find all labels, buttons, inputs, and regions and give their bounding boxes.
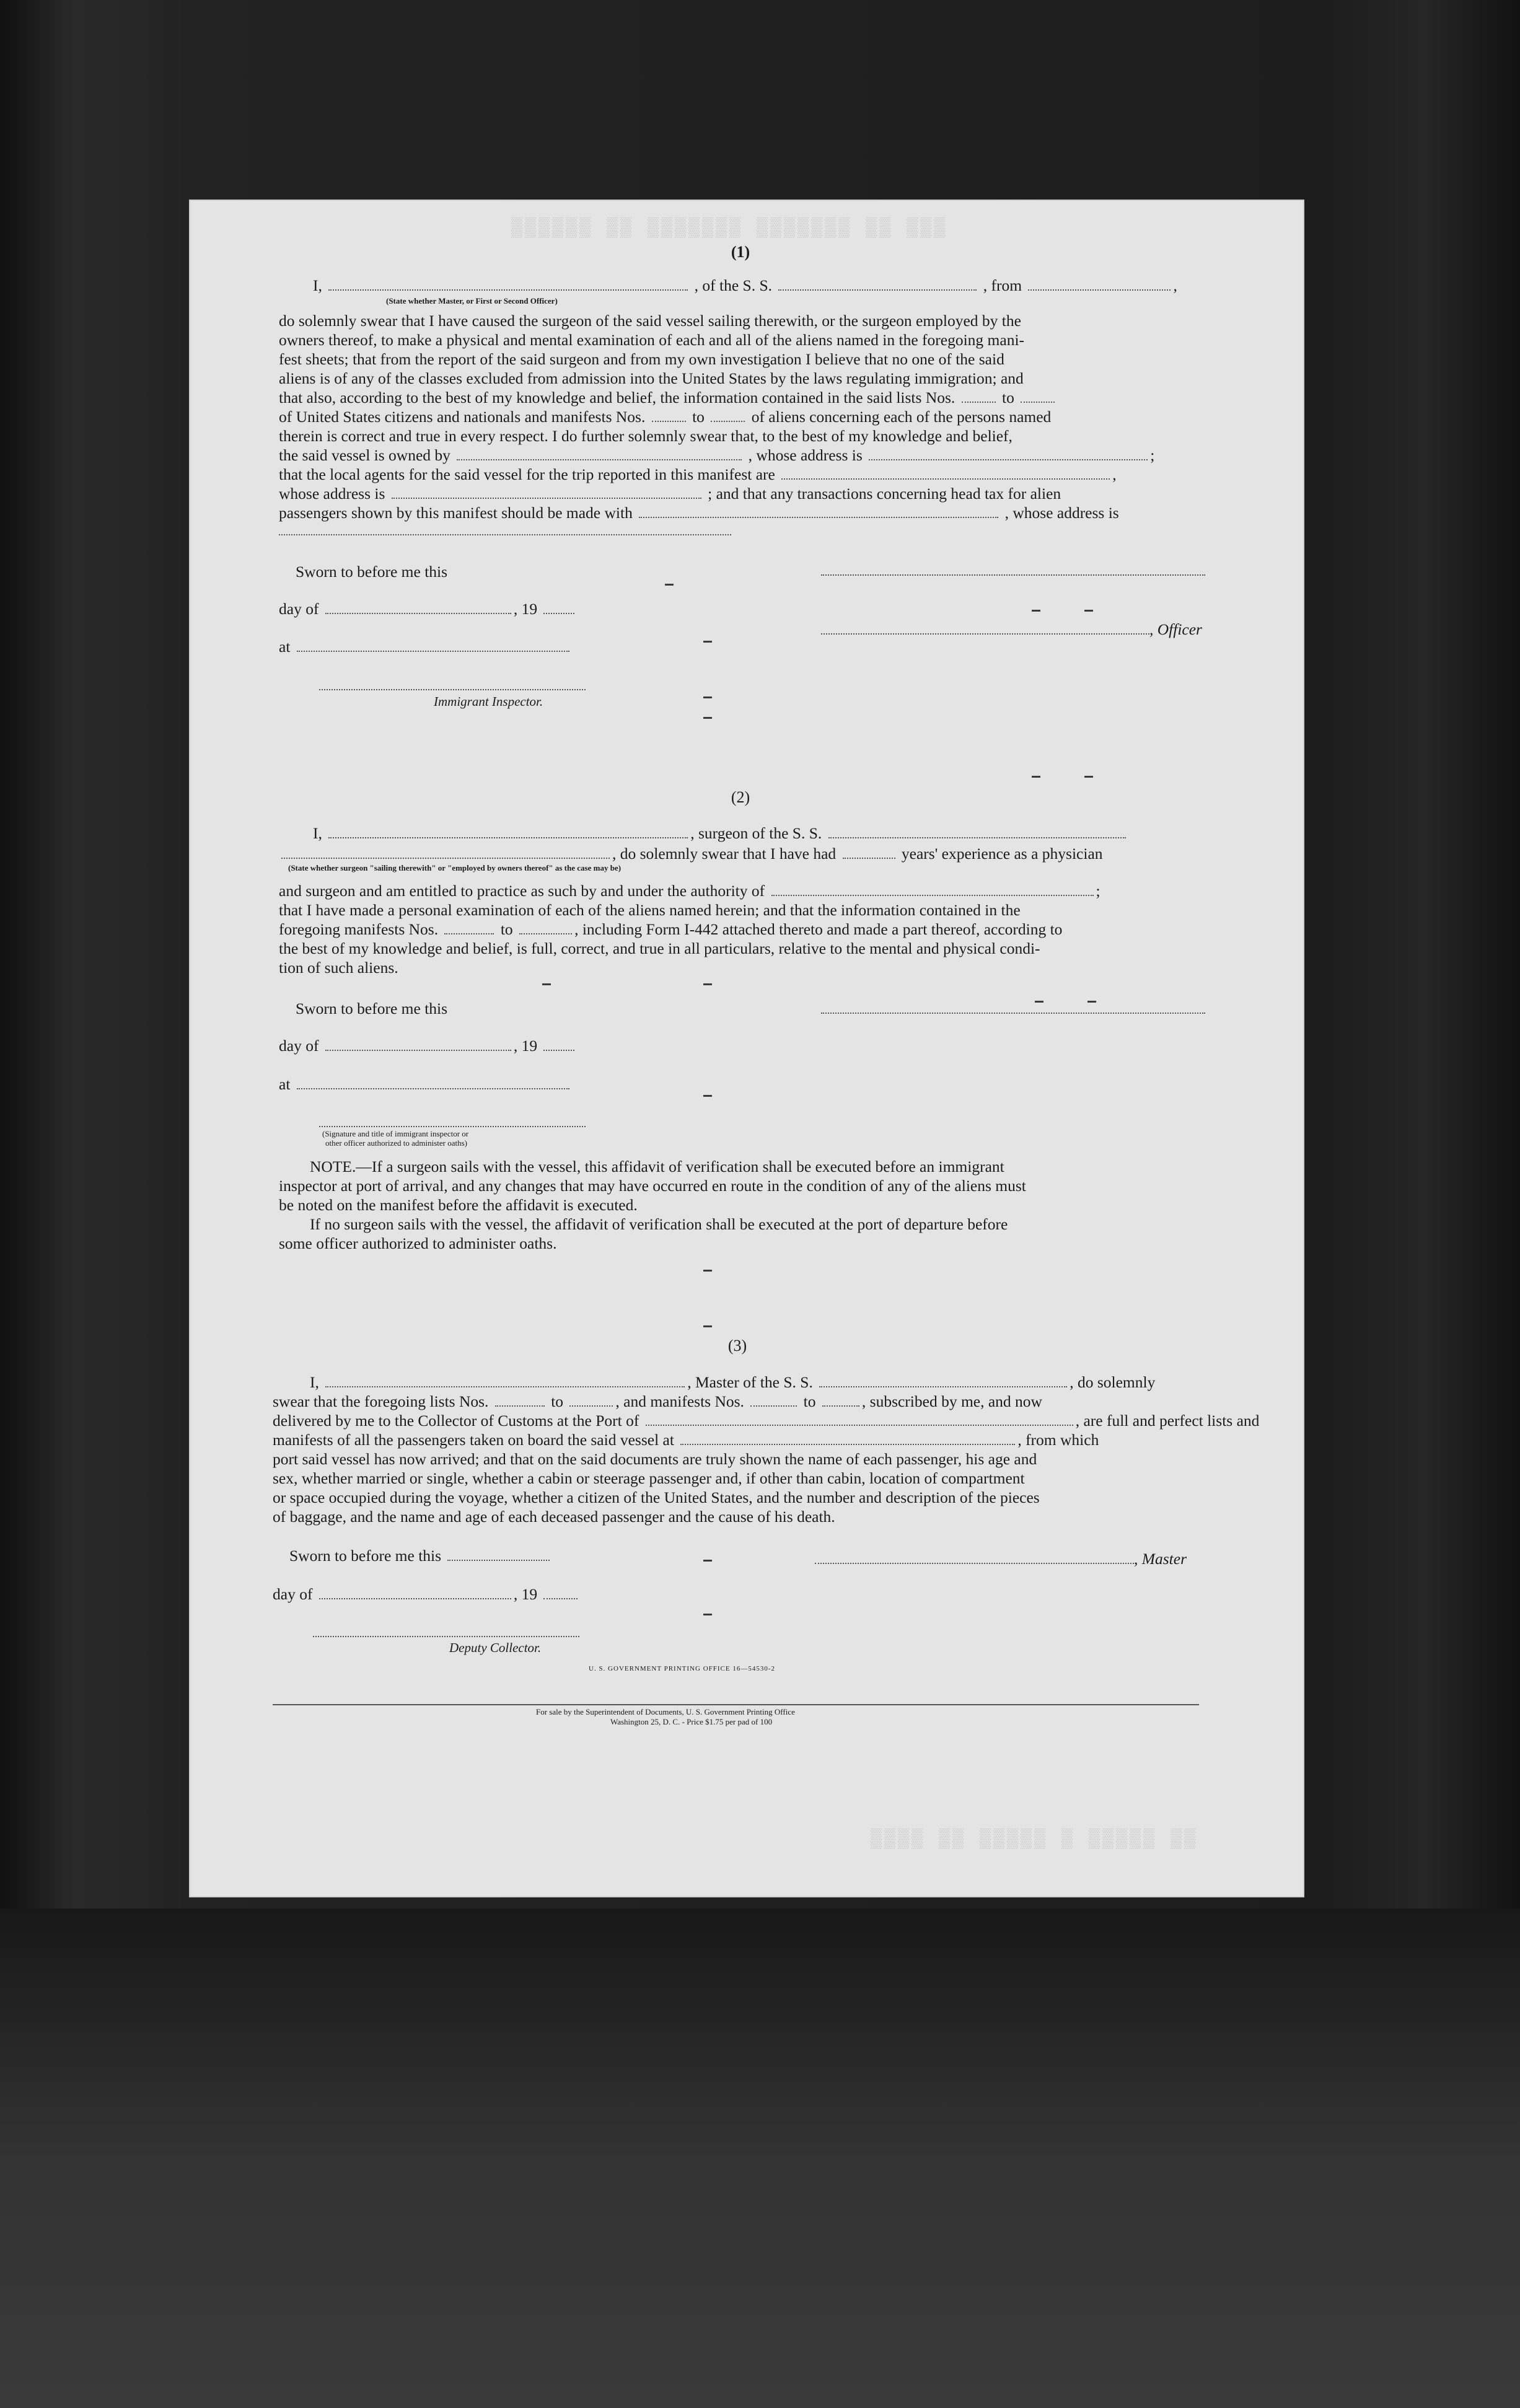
blank-field	[543, 1587, 578, 1599]
blank-field	[543, 602, 574, 614]
film-bottom	[0, 1909, 1520, 2408]
blank-field	[447, 1549, 550, 1561]
note-line: inspector at port of arrival, and any changes that may have occurred en route in the condition of any of the aliens must	[279, 1177, 1026, 1195]
paragraph-line: of United States citizens and nationals and manifests Nos. to of aliens concerning each of the persons named	[279, 408, 1052, 426]
scan-speck	[703, 641, 712, 643]
paragraph-line: or space occupied during the voyage, whether a citizen of the United States, and the number and description of the pieces	[273, 1488, 1040, 1506]
blank-field	[962, 390, 996, 403]
blank-field	[297, 1077, 569, 1089]
section-number: (1)	[731, 243, 750, 261]
blank-field	[1021, 390, 1055, 403]
paragraph-line: therein is correct and true in every respect. I do further solemnly swear that, to the best of my knowledge and belief,	[279, 427, 1013, 445]
paragraph-line: that I have made a personal examination of each of the aliens named herein; and that the information contained in the	[279, 901, 1021, 919]
scan-speck	[665, 584, 674, 586]
paragraph-line: tion of such aliens.	[279, 959, 398, 977]
scan-speck	[1032, 776, 1040, 778]
section-number: (3)	[727, 1337, 747, 1355]
blank-field	[828, 826, 1126, 838]
address-blank	[279, 534, 731, 535]
day-of-line: day of , 19	[273, 1584, 580, 1604]
blank-field	[495, 1394, 545, 1407]
collector-signature-line	[313, 1636, 579, 1637]
paragraph-line: foregoing manifests Nos. to , including Form I-442 attached thereto and made a part thereof, according to	[279, 920, 1063, 938]
scan-speck	[703, 717, 712, 719]
scan-speck	[703, 696, 712, 698]
paragraph-line: fest sheets; that from the report of the said surgeon and from my own investigation I believe that no one of the said	[279, 350, 1004, 368]
scan-speck	[1084, 610, 1093, 612]
signature-line	[821, 574, 1205, 576]
scan-speck	[1032, 610, 1040, 612]
scan-speck	[1035, 1001, 1043, 1003]
blank-field	[328, 278, 688, 291]
paragraph-line: whose address is ; and that any transactions concerning head tax for alien	[279, 485, 1061, 503]
surgeon-intro-line: I, , surgeon of the S. S.	[313, 824, 1128, 843]
section-number: (2)	[731, 788, 750, 806]
paragraph-line: the best of my knowledge and belief, is full, correct, and true in all particulars, relative to the mental and physical condi-	[279, 939, 1040, 957]
scan-speck	[703, 1614, 712, 1615]
master-intro-line: I, , Master of the S. S. , do solemnly	[310, 1373, 1156, 1391]
officer-signature-line	[821, 633, 1149, 635]
sworn-label: Sworn to before me this	[296, 1000, 448, 1017]
paragraph-line: aliens is of any of the classes excluded from admission into the United States by the laws regulating immigration; and	[279, 369, 1024, 387]
blank-field	[639, 506, 998, 518]
blank-field	[771, 884, 1094, 896]
blank-field	[646, 1413, 1073, 1426]
note-line: be noted on the manifest before the affidavit is executed.	[279, 1196, 638, 1214]
blank-field	[297, 639, 569, 652]
signature-note: (Signature and title of immigrant inspector or	[322, 1129, 469, 1138]
state-note: (State whether Master, or First or Second Officer)	[386, 296, 558, 305]
blank-field	[319, 1587, 511, 1599]
paragraph-line: do solemnly swear that I have caused the surgeon of the said vessel sailing therewith, or the surgeon employed by the	[279, 312, 1021, 330]
blank-field	[392, 486, 701, 499]
paragraph-line: owners thereof, to make a physical and mental examination of each and all of the aliens named in the foregoing mani-	[279, 331, 1025, 349]
blank-field	[325, 1375, 685, 1387]
blank-field	[680, 1433, 1015, 1445]
at-line: at	[279, 637, 572, 656]
scan-speck	[703, 1325, 712, 1327]
sworn-line: Sworn to before me this	[289, 1546, 552, 1565]
blank-field	[1028, 278, 1171, 291]
blank-field	[781, 467, 1110, 480]
scan-speck	[703, 1270, 712, 1272]
paragraph-line: port said vessel has now arrived; and that on the said documents are truly shown the name of each passenger, his age and	[273, 1450, 1037, 1468]
sale-note: Washington 25, D. C. - Price $1.75 per pad of 100	[610, 1717, 773, 1726]
scan-speck	[542, 983, 551, 985]
state-note: (State whether surgeon "sailing therewith" or "employed by owners thereof" as the case may be)	[288, 863, 622, 872]
collector-label: Deputy Collector.	[449, 1640, 542, 1655]
paragraph-line: delivered by me to the Collector of Customs at the Port of , are full and perfect lists and	[273, 1412, 1260, 1430]
officer-intro-line: I, , of the S. S. , from ,	[313, 276, 1177, 294]
surgeon-swear-line: , do solemnly swear that I have had years' experience as a physician	[279, 844, 1103, 863]
inspector-signature-line	[319, 689, 586, 690]
blank-field	[325, 602, 511, 614]
paragraph-line: that the local agents for the said vessel for the trip reported in this manifest are ,	[279, 465, 1117, 483]
paragraph-line: manifests of all the passengers taken on board the said vessel at , from which	[273, 1431, 1099, 1449]
blank-field	[819, 1375, 1067, 1387]
bleed-through: ▒▒▒▒▒▒ ▒▒ ▒▒▒▒▒▒▒ ▒▒▒▒▒▒▒ ▒▒ ▒▒▒	[511, 218, 948, 239]
blank-field	[843, 846, 895, 859]
at-line: at	[279, 1074, 572, 1094]
note-line: If no surgeon sails with the vessel, the affidavit of verification shall be executed at the port of departure before	[310, 1215, 1008, 1233]
blank-field	[711, 410, 745, 422]
inspector-label: Immigrant Inspector.	[434, 694, 543, 709]
master-signature-line	[815, 1563, 1134, 1564]
blank-field	[652, 410, 686, 422]
blank-field	[281, 846, 610, 859]
signature-line	[821, 1013, 1205, 1014]
blank-field	[519, 922, 572, 934]
document-page	[189, 200, 1304, 1897]
note-line: NOTE.—If a surgeon sails with the vessel, this affidavit of verification shall be executed before an immigrant	[310, 1158, 1004, 1175]
sworn-label: Sworn to before me this	[296, 563, 448, 581]
blank-field	[328, 826, 688, 838]
paragraph-line: of baggage, and the name and age of each deceased passenger and the cause of his death.	[273, 1508, 835, 1526]
scan-speck	[1084, 776, 1093, 778]
blank-field	[750, 1394, 797, 1407]
paragraph-line: the said vessel is owned by , whose address is ;	[279, 446, 1155, 464]
blank-field	[869, 448, 1148, 460]
paragraph-line: passengers shown by this manifest should be made with , whose address is	[279, 504, 1119, 522]
scan-speck	[703, 983, 712, 985]
inspector-signature-line	[319, 1126, 586, 1127]
scan-speck	[703, 1560, 712, 1562]
footer-rule	[273, 1704, 1199, 1705]
paragraph-line: that also, according to the best of my knowledge and belief, the information contained in the said lists Nos. to	[279, 388, 1057, 407]
bleed-through: ▒▒▒▒ ▒▒ ▒▒▒▒▒ ▒ ▒▒▒▒▒ ▒▒	[871, 1829, 1198, 1850]
officer-label: , Officer	[1149, 620, 1202, 638]
day-of-line: day of , 19	[279, 599, 577, 618]
blank-field	[569, 1394, 613, 1407]
paragraph-line: swear that the foregoing lists Nos. to , and manifests Nos. to , subscribed by me, and now	[273, 1392, 1042, 1410]
gpo-code: U. S. GOVERNMENT PRINTING OFFICE 16—54530-2	[589, 1665, 776, 1672]
blank-field	[543, 1039, 574, 1051]
blank-field	[444, 922, 494, 934]
blank-field	[325, 1039, 511, 1051]
blank-field	[822, 1394, 859, 1407]
day-of-line: day of , 19	[279, 1036, 577, 1055]
signature-note: other officer authorized to administer oaths)	[325, 1138, 467, 1148]
sale-note: For sale by the Superintendent of Documents, U. S. Government Printing Office	[536, 1707, 795, 1716]
blank-field	[778, 278, 977, 291]
paragraph-line: sex, whether married or single, whether a cabin or steerage passenger and, if other than cabin, location of compartment	[273, 1469, 1025, 1487]
scan-speck	[703, 1095, 712, 1097]
master-label: , Master	[1134, 1550, 1187, 1568]
blank-field	[457, 448, 742, 460]
paragraph-line: and surgeon and am entitled to practice as such by and under the authority of ;	[279, 882, 1100, 900]
scan-speck	[1087, 1001, 1096, 1003]
note-line: some officer authorized to administer oaths.	[279, 1234, 557, 1252]
